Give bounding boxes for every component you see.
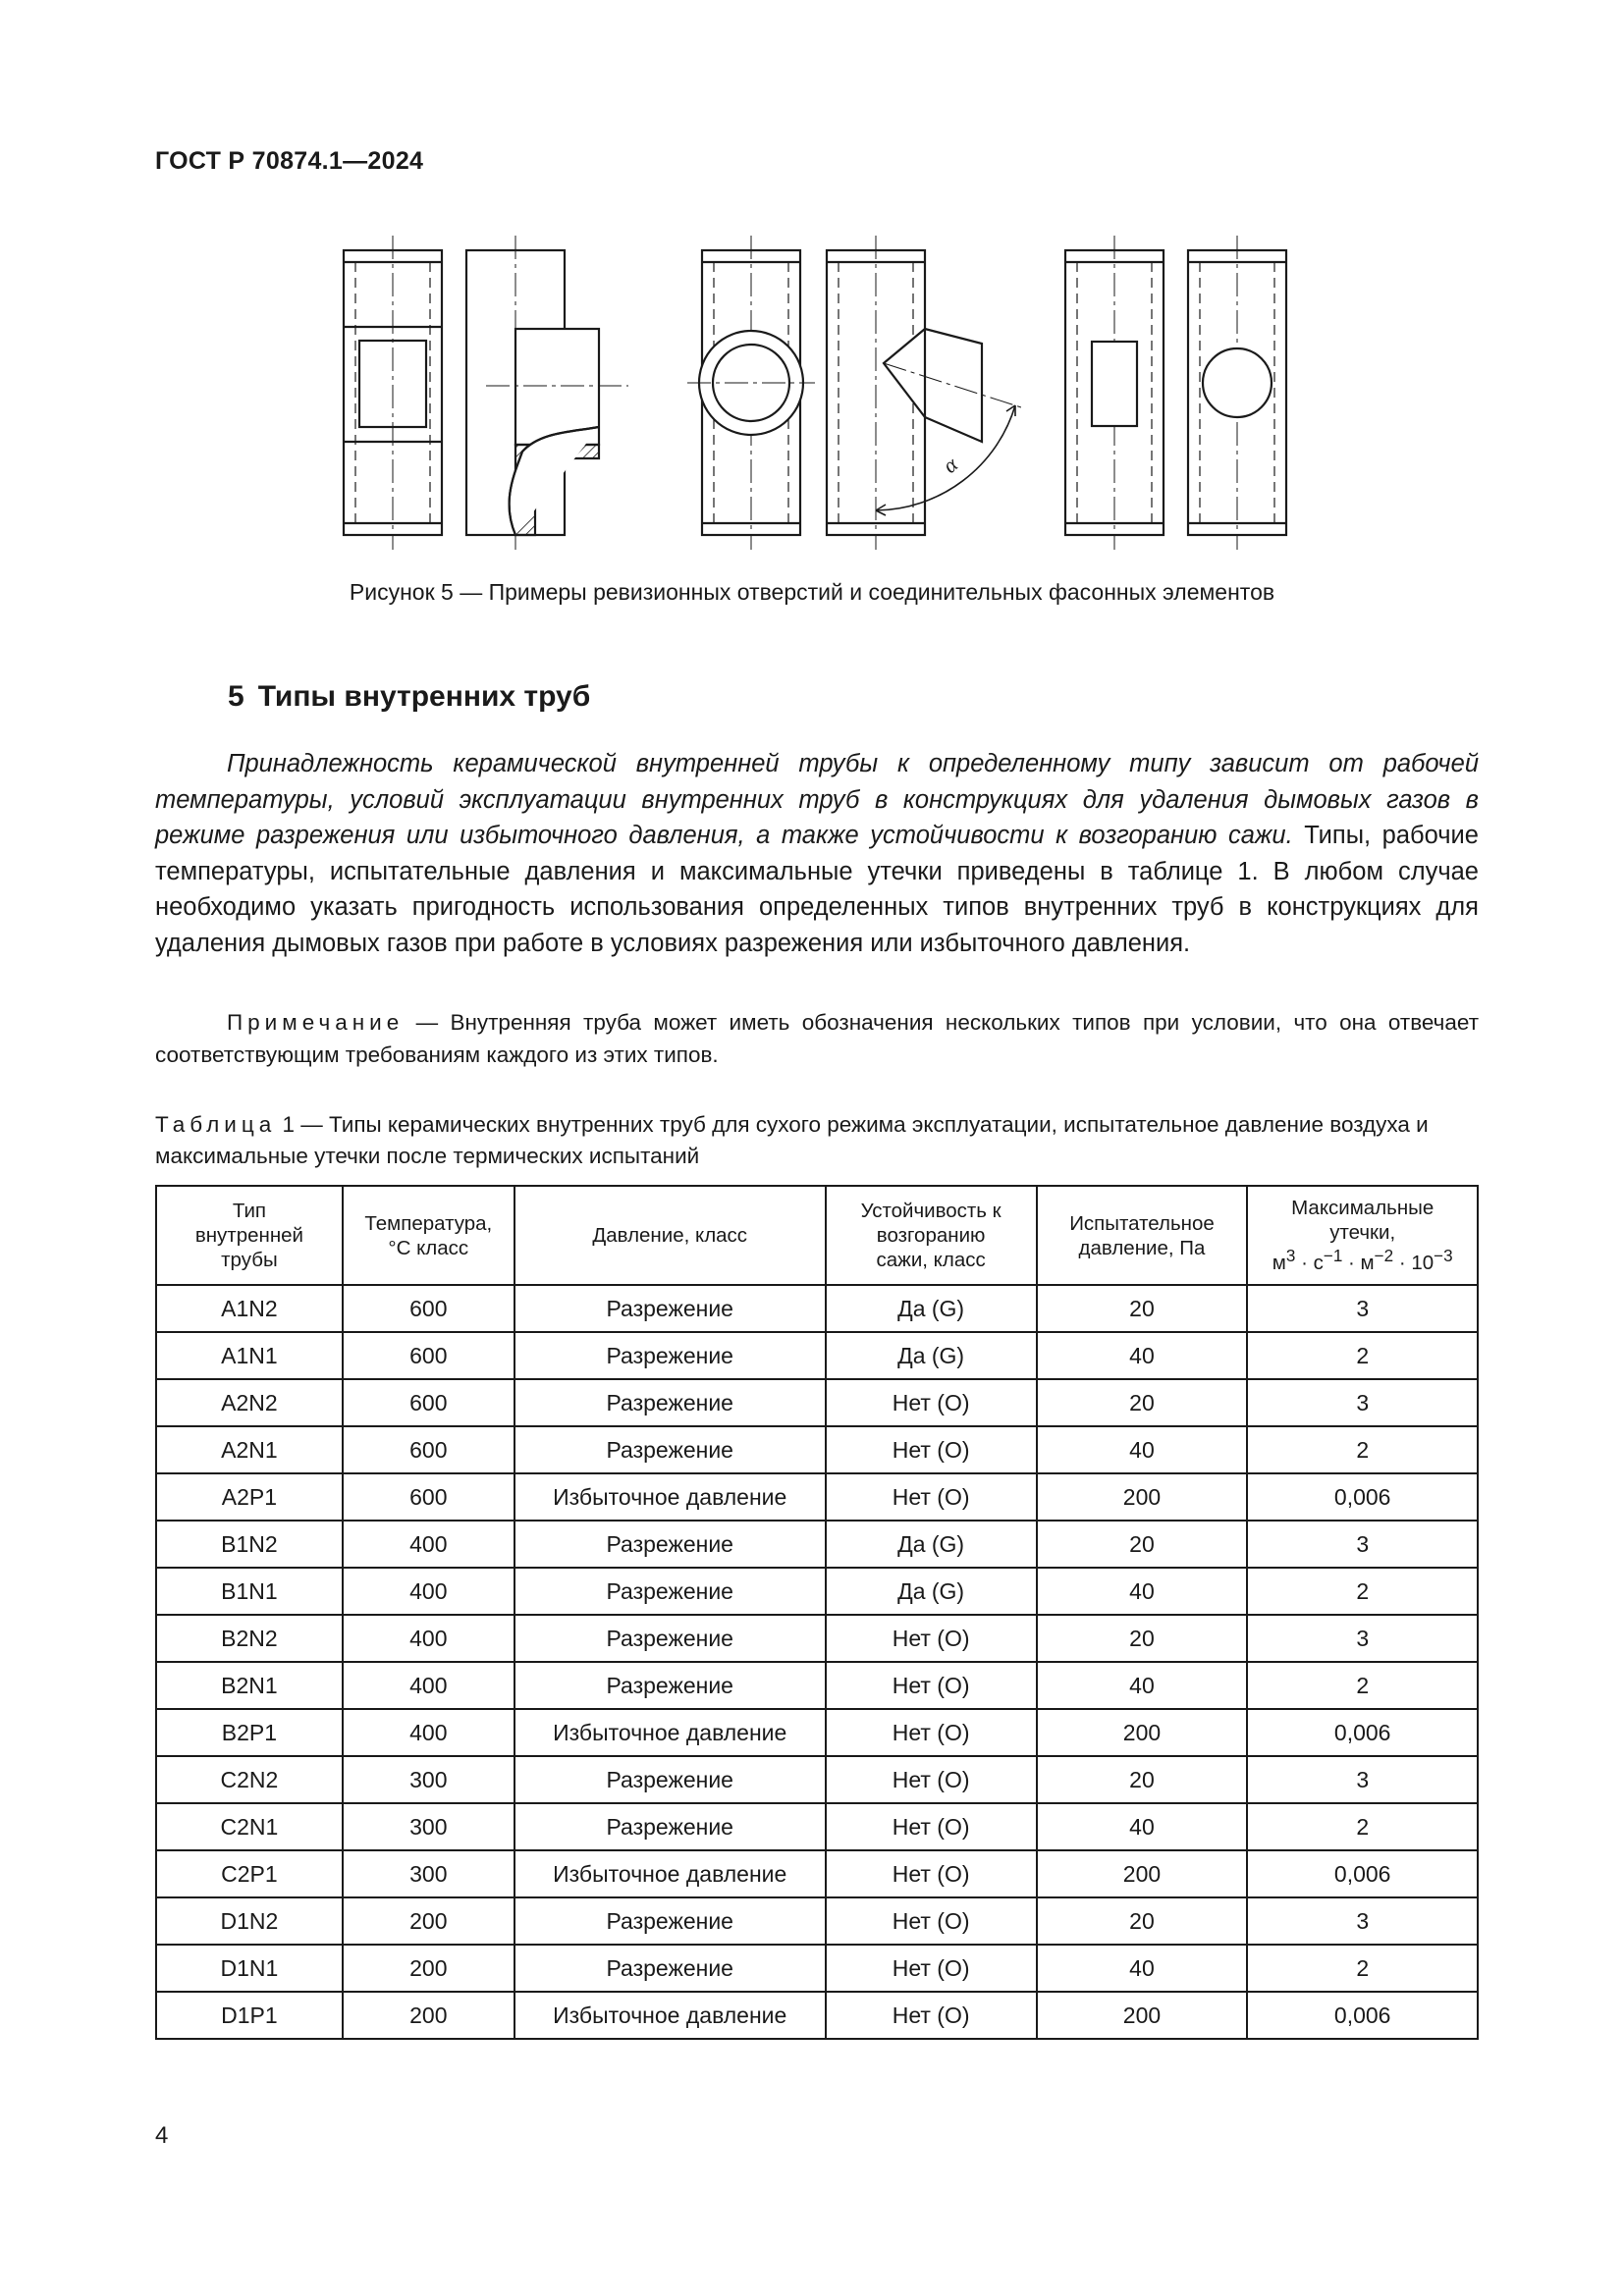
cell-type: B2N2 [156, 1615, 343, 1662]
cell-pressure-class: Разрежение [514, 1756, 826, 1803]
pipe-types-table [155, 1185, 1479, 2040]
cell-pressure-class: Разрежение [514, 1568, 826, 1615]
cell-pressure-class: Разрежение [514, 1897, 826, 1945]
cell-max-leakage: 3 [1247, 1285, 1478, 1332]
cell-pressure-class: Избыточное давление [514, 1850, 826, 1897]
cell-type: C2P1 [156, 1850, 343, 1897]
document-header: ГОСТ Р 70874.1—2024 [155, 147, 424, 175]
paragraph-italic-part: Принадлежность керамической внутренней трубы к определенному типу зависит от рабочей температуры, условий эксплуатации внутренних труб в конструкциях для удаления дымовых газов в режиме разрежения или избыточного давления, а также устойчивости к возгоранию сажи. [155, 750, 1479, 849]
cell-type: A1N2 [156, 1285, 343, 1332]
header-soot-resistance: Устойчивость к возгоранию сажи, класс [826, 1186, 1037, 1285]
body-paragraph [155, 746, 1479, 961]
table-row [156, 1568, 1478, 1615]
pipe-rect-opening-drawing [344, 236, 442, 550]
cell-pressure-class: Избыточное давление [514, 1992, 826, 2039]
cell-max-leakage: 2 [1247, 1803, 1478, 1850]
cell-type: B2N1 [156, 1662, 343, 1709]
cell-type: D1N2 [156, 1897, 343, 1945]
cell-temperature: 600 [343, 1473, 514, 1521]
cell-temperature: 400 [343, 1521, 514, 1568]
table-header-row [156, 1186, 1478, 1285]
cell-pressure-class: Разрежение [514, 1662, 826, 1709]
table-row [156, 1992, 1478, 2039]
section-heading [228, 680, 590, 714]
table-row [156, 1521, 1478, 1568]
cell-pressure-class: Избыточное давление [514, 1473, 826, 1521]
table-caption [155, 1109, 1479, 1172]
cell-pressure-class: Разрежение [514, 1803, 826, 1850]
table-row [156, 1803, 1478, 1850]
cell-max-leakage: 3 [1247, 1521, 1478, 1568]
cell-type: A2N2 [156, 1379, 343, 1426]
cell-soot-resistance: Нет (O) [826, 1662, 1037, 1709]
cell-soot-resistance: Да (G) [826, 1285, 1037, 1332]
cell-max-leakage: 2 [1247, 1332, 1478, 1379]
cell-test-pressure: 20 [1037, 1756, 1248, 1803]
cell-type: C2N1 [156, 1803, 343, 1850]
cell-type: A2P1 [156, 1473, 343, 1521]
cell-soot-resistance: Нет (O) [826, 1473, 1037, 1521]
cell-max-leakage: 2 [1247, 1662, 1478, 1709]
cell-temperature: 200 [343, 1945, 514, 1992]
cell-temperature: 600 [343, 1379, 514, 1426]
header-max-leakage-unit: $м^3 \cdot с^{-1} \cdot м^{-2} \cdot 10^{-3}$ [1272, 1247, 1453, 1275]
cell-soot-resistance: Нет (O) [826, 1897, 1037, 1945]
pipe-round-branch-drawing [687, 236, 815, 550]
cell-test-pressure: 40 [1037, 1662, 1248, 1709]
cell-test-pressure: 200 [1037, 1709, 1248, 1756]
cell-max-leakage: 3 [1247, 1756, 1478, 1803]
pipe-tee-section-drawing [466, 236, 628, 550]
cell-temperature: 400 [343, 1662, 514, 1709]
cell-temperature: 200 [343, 1897, 514, 1945]
cell-pressure-class: Разрежение [514, 1332, 826, 1379]
section-title-text: Типы внутренних труб [257, 680, 591, 713]
cell-type: C2N2 [156, 1756, 343, 1803]
table-row [156, 1662, 1478, 1709]
table-row [156, 1473, 1478, 1521]
cell-soot-resistance: Нет (O) [826, 1615, 1037, 1662]
cell-temperature: 600 [343, 1332, 514, 1379]
cell-pressure-class: Разрежение [514, 1426, 826, 1473]
table-row [156, 1379, 1478, 1426]
cell-soot-resistance: Нет (O) [826, 1756, 1037, 1803]
cell-max-leakage: 0,006 [1247, 1473, 1478, 1521]
cell-soot-resistance: Нет (O) [826, 1992, 1037, 2039]
cell-temperature: 300 [343, 1756, 514, 1803]
cell-test-pressure: 20 [1037, 1521, 1248, 1568]
cell-max-leakage: 3 [1247, 1897, 1478, 1945]
cell-max-leakage: 0,006 [1247, 1850, 1478, 1897]
cell-soot-resistance: Нет (O) [826, 1850, 1037, 1897]
table-row [156, 1426, 1478, 1473]
cell-soot-resistance: Да (G) [826, 1521, 1037, 1568]
cell-temperature: 300 [343, 1850, 514, 1897]
table-row [156, 1756, 1478, 1803]
cell-test-pressure: 20 [1037, 1615, 1248, 1662]
cell-temperature: 300 [343, 1803, 514, 1850]
cell-test-pressure: 20 [1037, 1379, 1248, 1426]
cell-test-pressure: 200 [1037, 1473, 1248, 1521]
table-row [156, 1709, 1478, 1756]
cell-test-pressure: 40 [1037, 1945, 1248, 1992]
cell-temperature: 400 [343, 1568, 514, 1615]
cell-soot-resistance: Нет (O) [826, 1709, 1037, 1756]
cell-test-pressure: 20 [1037, 1285, 1248, 1332]
cell-max-leakage: 2 [1247, 1568, 1478, 1615]
cell-soot-resistance: Нет (O) [826, 1426, 1037, 1473]
cell-temperature: 400 [343, 1709, 514, 1756]
page-number: 4 [155, 2122, 169, 2149]
table-row [156, 1285, 1478, 1332]
cell-temperature: 400 [343, 1615, 514, 1662]
header-temperature: Температура, °С класс [343, 1186, 514, 1285]
header-test-pressure: Испытательное давление, Па [1037, 1186, 1248, 1285]
cell-pressure-class: Разрежение [514, 1379, 826, 1426]
cell-soot-resistance: Нет (O) [826, 1945, 1037, 1992]
cell-type: A1N1 [156, 1332, 343, 1379]
header-max-leakage [1247, 1186, 1478, 1285]
cell-pressure-class: Разрежение [514, 1285, 826, 1332]
cell-test-pressure: 200 [1037, 1992, 1248, 2039]
figure-5-drawing [314, 221, 1316, 555]
cell-type: D1P1 [156, 1992, 343, 2039]
cell-test-pressure: 40 [1037, 1332, 1248, 1379]
table-body [156, 1285, 1478, 2039]
table-row [156, 1945, 1478, 1992]
table-row [156, 1897, 1478, 1945]
cell-pressure-class: Разрежение [514, 1521, 826, 1568]
cell-type: D1N1 [156, 1945, 343, 1992]
table-caption-label: Таблица [155, 1112, 277, 1137]
angle-alpha-label: α [938, 452, 963, 478]
table-row [156, 1850, 1478, 1897]
cell-test-pressure: 40 [1037, 1426, 1248, 1473]
cell-soot-resistance: Нет (O) [826, 1379, 1037, 1426]
cell-type: B1N1 [156, 1568, 343, 1615]
cell-type: B2P1 [156, 1709, 343, 1756]
cell-temperature: 600 [343, 1285, 514, 1332]
header-pressure-class: Давление, класс [514, 1186, 826, 1285]
table-row [156, 1615, 1478, 1662]
cell-max-leakage: 3 [1247, 1615, 1478, 1662]
header-max-leakage-title: Максимальные утечки, [1291, 1196, 1435, 1244]
cell-pressure-class: Разрежение [514, 1615, 826, 1662]
paragraph-regular-part: Типы, рабочие температуры, испытательные давления и максимальные утечки приведены в таблице 1. В любом случае необходимо указать пригодность использования определенных типов внутренних труб в конструкциях для удаления дымовых газов при работе в условиях разрежения или избыточного давления. [155, 822, 1479, 957]
cell-max-leakage: 0,006 [1247, 1992, 1478, 2039]
cell-temperature: 600 [343, 1426, 514, 1473]
cell-type: B1N2 [156, 1521, 343, 1568]
note-label: Примечание [227, 1010, 405, 1035]
cell-max-leakage: 0,006 [1247, 1709, 1478, 1756]
cell-test-pressure: 20 [1037, 1897, 1248, 1945]
cell-test-pressure: 200 [1037, 1850, 1248, 1897]
pipe-small-rect-opening-drawing [1065, 236, 1164, 550]
header-type: Тип внутренней трубы [156, 1186, 343, 1285]
cell-test-pressure: 40 [1037, 1803, 1248, 1850]
note-paragraph [155, 1006, 1479, 1071]
cell-pressure-class: Избыточное давление [514, 1709, 826, 1756]
figure-caption: Рисунок 5 — Примеры ревизионных отверстий и соединительных фасонных элементов [349, 579, 1275, 605]
note-text: — Внутренняя труба может иметь обозначения нескольких типов при условии, что она отвечает соответствующим требованиям каждого из этих типов. [155, 1010, 1479, 1067]
cell-max-leakage: 2 [1247, 1945, 1478, 1992]
table-row [156, 1332, 1478, 1379]
table-caption-text: 1 — Типы керамических внутренних труб для сухого режима эксплуатации, испытательное давление воздуха и максимальные утечки после термических испытаний [155, 1112, 1429, 1168]
cell-temperature: 200 [343, 1992, 514, 2039]
cell-test-pressure: 40 [1037, 1568, 1248, 1615]
cell-soot-resistance: Нет (O) [826, 1803, 1037, 1850]
cell-max-leakage: 2 [1247, 1426, 1478, 1473]
cell-soot-resistance: Да (G) [826, 1568, 1037, 1615]
cell-soot-resistance: Да (G) [826, 1332, 1037, 1379]
cell-type: A2N1 [156, 1426, 343, 1473]
section-number: 5 [228, 680, 244, 713]
pipe-round-opening-drawing [1188, 236, 1286, 550]
cell-max-leakage: 3 [1247, 1379, 1478, 1426]
cell-pressure-class: Разрежение [514, 1945, 826, 1992]
pipe-angled-branch-drawing [827, 236, 1021, 550]
